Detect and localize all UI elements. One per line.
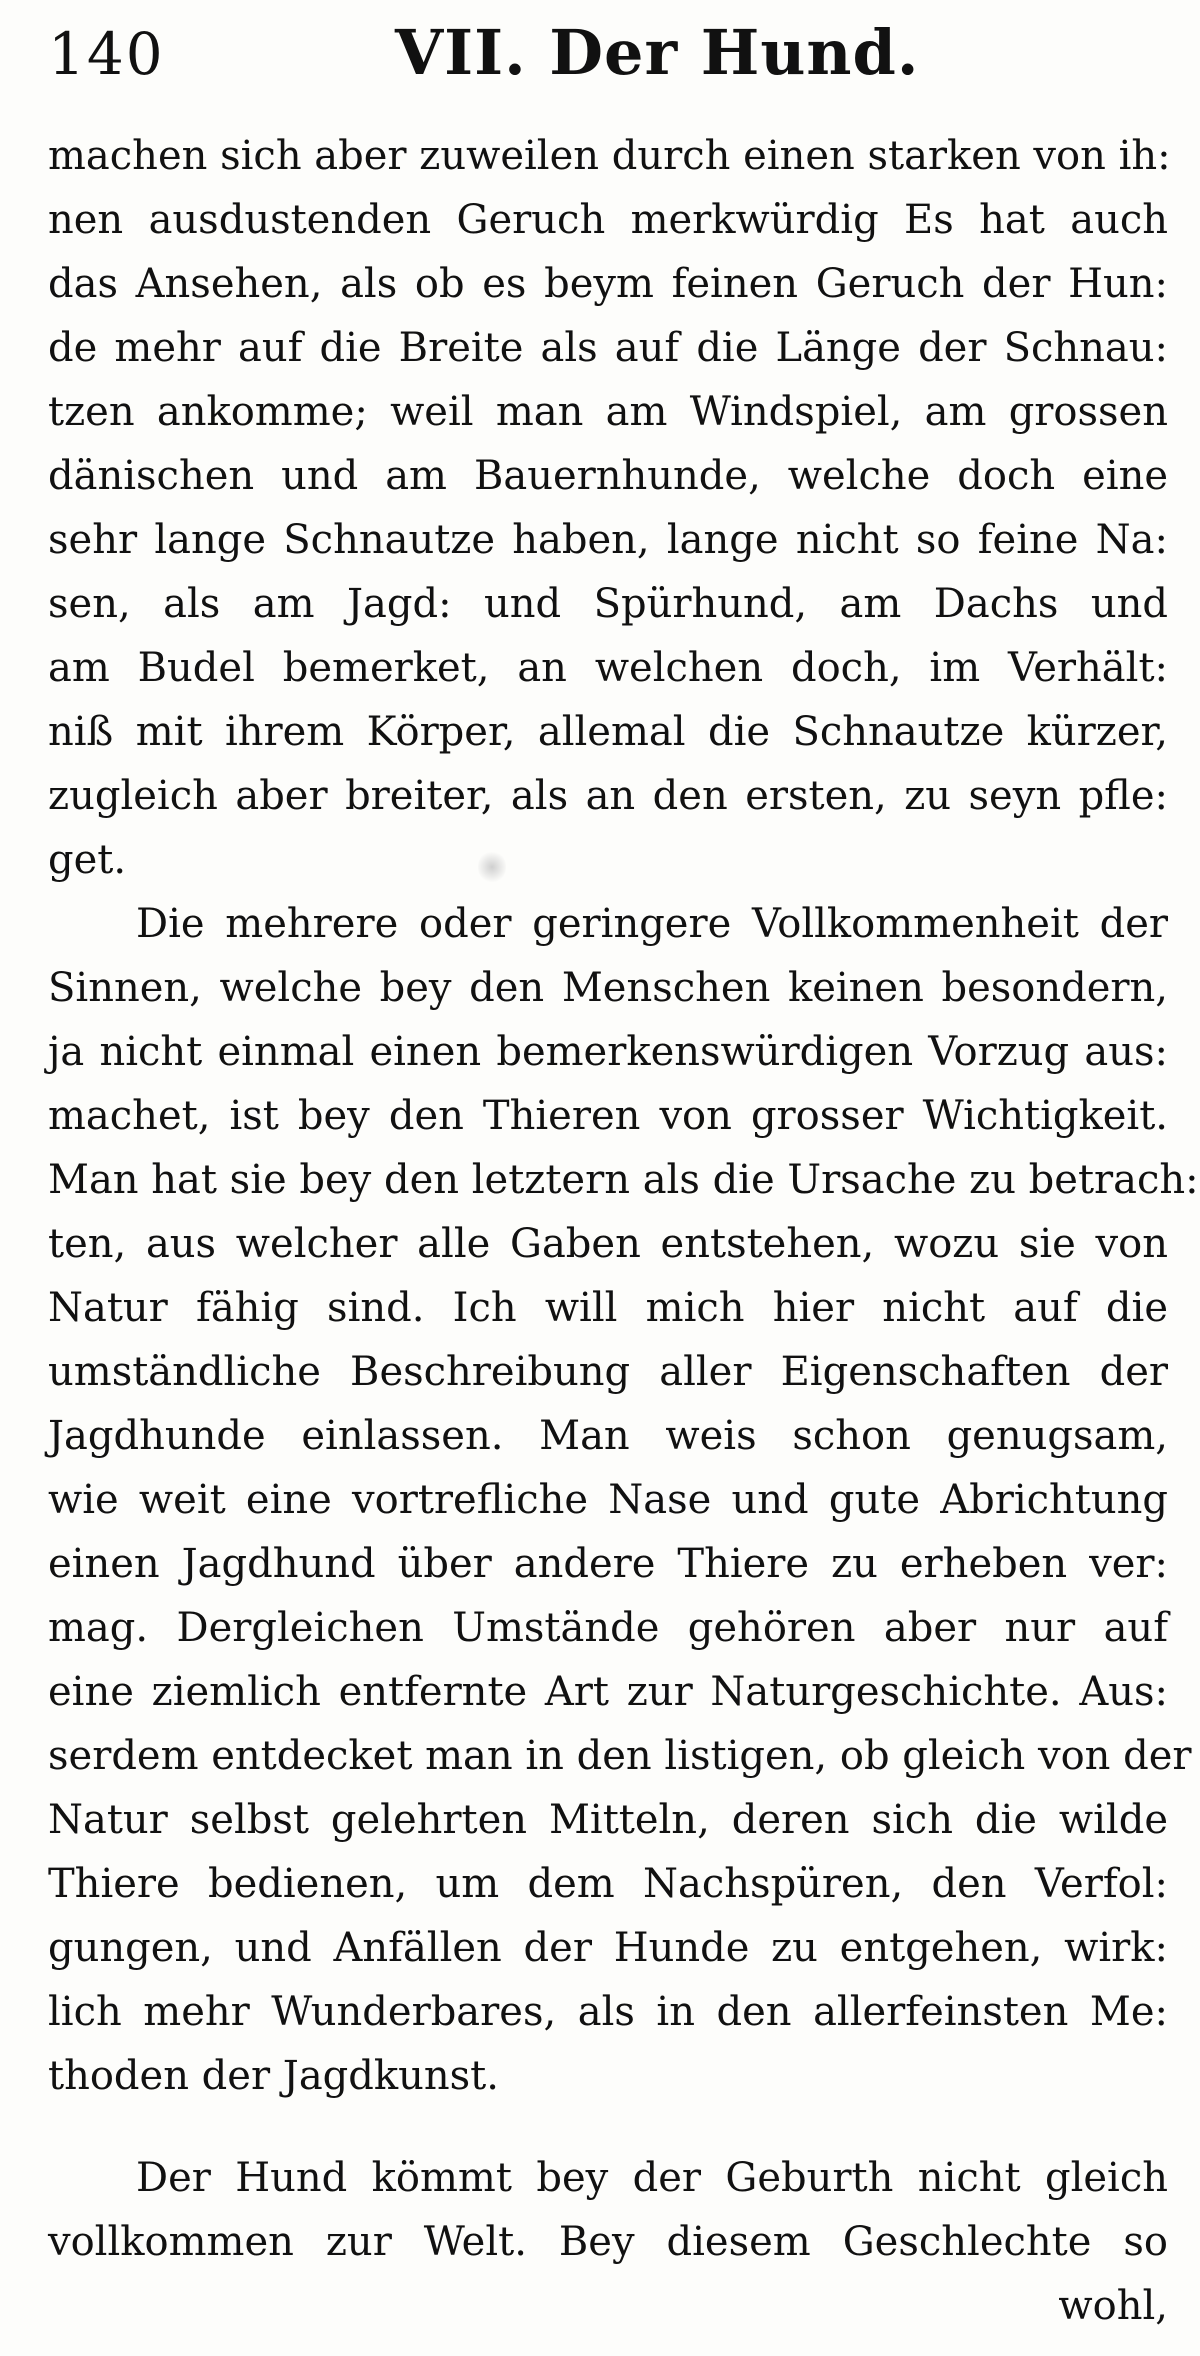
text-line: machet, ist bey den Thieren von grosser Wichtigkeit.: [48, 1093, 1168, 1139]
text-line: Thiere bedienen, um dem Nachspüren, den Verfol:: [48, 1861, 1168, 1907]
text-line: wie weit eine vortrefliche Nase und gute Abrichtung: [48, 1477, 1168, 1523]
text-line: mag. Dergleichen Umstände gehören aber nur auf: [48, 1605, 1168, 1651]
text-line: tzen ankomme; weil man am Windspiel, am grossen: [48, 389, 1168, 435]
text-line: Die mehrere oder geringere Vollkommenheit der: [136, 901, 1168, 947]
text-line: Natur fähig sind. Ich will mich hier nicht auf die: [48, 1285, 1168, 1331]
text-line: ja nicht einmal einen bemerkenswürdigen Vorzug aus:: [48, 1029, 1168, 1075]
text-line: Der Hund kömmt bey der Geburth nicht gleich: [136, 2155, 1168, 2201]
text-line: serdem entdecket man in den listigen, ob gleich von der: [48, 1733, 1192, 1779]
text-line: Jagdhunde einlassen. Man weis schon genugsam,: [48, 1413, 1168, 1459]
text-line: Natur selbst gelehrten Mitteln, deren sich die wilde: [48, 1797, 1168, 1843]
text-line: nen ausdustenden Geruch merkwürdig Es hat auch: [48, 197, 1168, 243]
text-line: Sinnen, welche bey den Menschen keinen besondern,: [48, 965, 1168, 1011]
text-line: am Budel bemerket, an welchen doch, im Verhält:: [48, 645, 1168, 691]
text-line: thoden der Jagdkunst.: [48, 2053, 499, 2099]
page-number: 140: [48, 20, 165, 88]
text-line: gungen, und Anfällen der Hunde zu entgehen, wirk:: [48, 1925, 1168, 1971]
text-line: eine ziemlich entfernte Art zur Naturgeschichte. Aus:: [48, 1669, 1168, 1715]
text-line: de mehr auf die Breite als auf die Länge der Schnau:: [48, 325, 1168, 371]
text-line: sen, als am Jagd: und Spürhund, am Dachs und: [48, 581, 1168, 627]
text-line: umständliche Beschreibung aller Eigenschaften der: [48, 1349, 1168, 1395]
text-line: Man hat sie bey den letztern als die Ursache zu betrach:: [48, 1157, 1199, 1203]
text-line: get.: [48, 837, 127, 883]
text-line: machen sich aber zuweilen durch einen starken von ih:: [48, 133, 1171, 179]
text-line: das Ansehen, als ob es beym feinen Geruch der Hun:: [48, 261, 1168, 307]
paper-speck: [478, 850, 506, 884]
text-line: einen Jagdhund über andere Thiere zu erheben ver:: [48, 1541, 1168, 1587]
text-line: niß mit ihrem Körper, allemal die Schnautze kürzer,: [48, 709, 1168, 755]
text-line: zugleich aber breiter, als an den ersten, zu seyn pfle:: [48, 773, 1168, 819]
text-line: sehr lange Schnautze haben, lange nicht so feine Na:: [48, 517, 1168, 563]
text-line: dänischen und am Bauernhunde, welche doch eine: [48, 453, 1168, 499]
text-line: ten, aus welcher alle Gaben entstehen, wozu sie von: [48, 1221, 1168, 1267]
catchword: wohl,: [1058, 2283, 1168, 2329]
text-line: vollkommen zur Welt. Bey diesem Geschlechte so: [48, 2219, 1168, 2265]
text-line: lich mehr Wunderbares, als in den allerfeinsten Me:: [48, 1989, 1168, 2035]
running-head: VII. Der Hund.: [395, 16, 920, 89]
